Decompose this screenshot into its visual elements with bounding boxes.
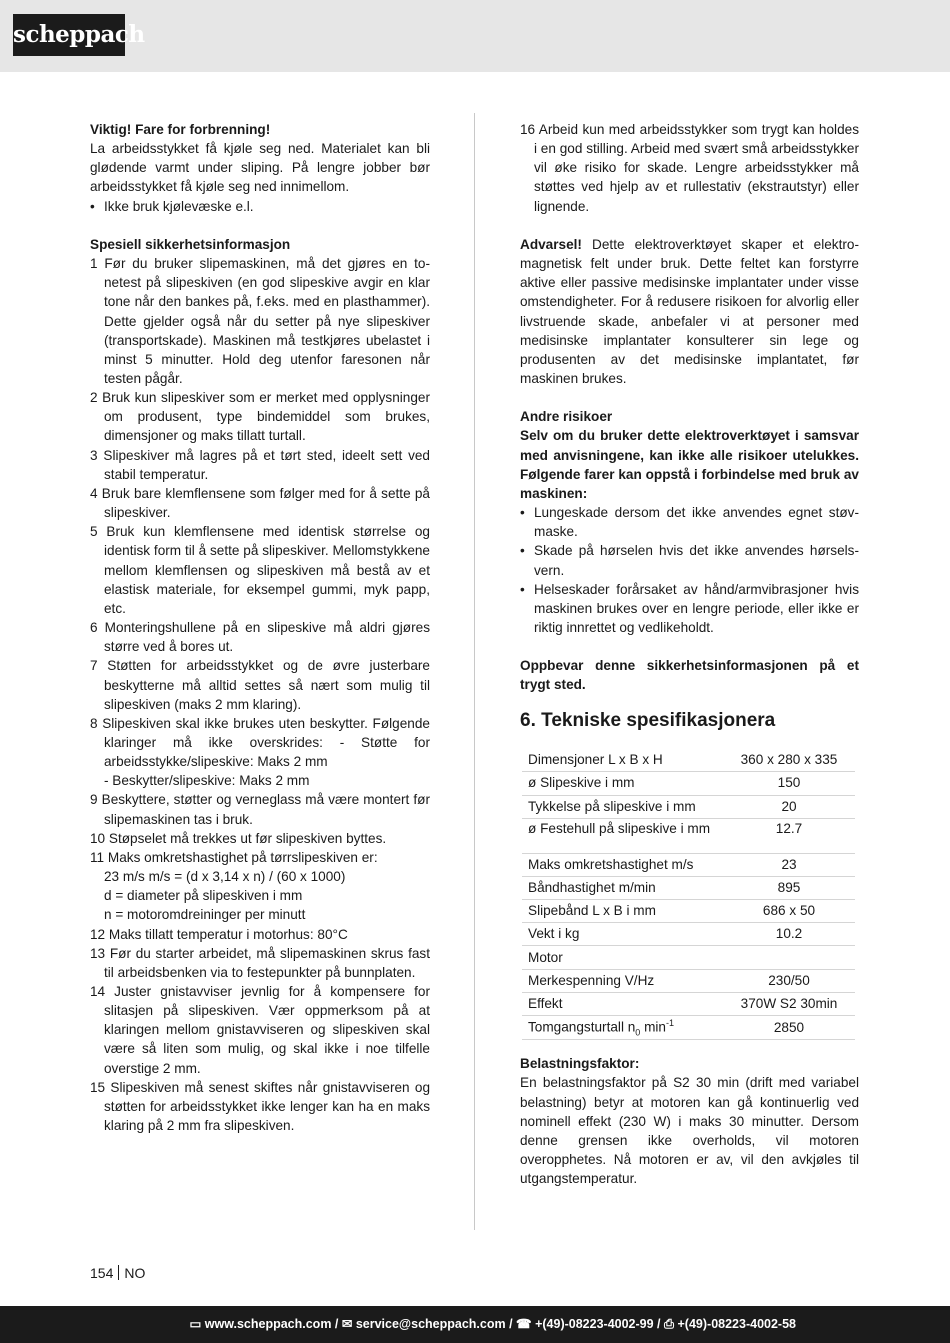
list-item: 7 Støtten for arbeidsstykket og de øvre justerbare beskytterne må alltid settes så nært som mulig til slipeskiven (maks 2 mm klaring).	[90, 658, 430, 712]
table-row: ø Festehull på slipeskive i mm 12.7	[522, 818, 855, 853]
fax-number: +(49)-08223-4002-58	[677, 1317, 796, 1331]
bullet-icon: •	[520, 505, 525, 521]
footer-bar: ▭ www.scheppach.com / ✉ service@scheppach.com / ☎ +(49)-08223-4002-99 / ⎙ +(49)-08223-4002-58	[0, 1306, 950, 1343]
list-item: 14 Juster gnistavviser jevnlig for å kompensere for slitasjen på slipeskiven. Vær oppmerksom på at klaringen mellom gnistavviseren og slipeskiven skal være så liten som mulig, og skal ikke i noe tilfelle overstige 2 mm.	[90, 984, 430, 1076]
mail-icon: ✉	[341, 1317, 353, 1331]
risk-item: • Skade på hørselen hvis det ikke anvendes hørselsvern.	[520, 541, 859, 579]
burn-bullet: • Ikke bruk kjølevæske e.l.	[90, 197, 430, 216]
list-item: 9 Beskyttere, støtter og verneglass må være montert før slipemaskinen tas i bruk.	[90, 792, 430, 827]
table-row: Tomgangsturtall $n_0$ $\min^{-1}$ 2850	[522, 1016, 855, 1040]
list-item: 3 Slipeskiver må lagres på et tørt sted, ideelt sett ved stabil temperatur.	[90, 447, 430, 482]
table-row: Dimensjoner L x B x H 360 x 280 x 335	[522, 749, 855, 772]
burn-text: La arbeidsstykket få kjøle seg ned. Materialet kan bli glødende varmt under sliping. På lengre jobber bør arbeidsstykket få kjøle seg ned innimellom.	[90, 141, 430, 195]
special-heading: Spesiell sikkerhetsinformasjon	[90, 236, 291, 252]
list-item: 15 Slipeskiven må senest skiftes når gnistavviseren og støtten for arbeidsstykket ikke lenger kan ha en maks klaring på 2 mm fra slipeskiven.	[90, 1079, 430, 1134]
bullet-icon: •	[520, 543, 525, 559]
top-bar	[0, 0, 950, 72]
load-text: En belastningsfaktor på S2 30 min (drift med variabel belastning) betyr at motoren kan gå kontinuerlig ved nominell effekt (230 W) i maks 30 minutter. Dersom denne grensen ikke overholds, vil motoren overopphetes. Nå motoren er av, vil den avkjøles til utgangstemperatur.	[520, 1075, 859, 1187]
table-row: Merkespenning V/Hz 230/50	[522, 969, 855, 992]
web-link[interactable]: www.scheppach.com	[204, 1317, 332, 1331]
table-row: ø Slipeskive i mm 150	[522, 772, 855, 795]
mail-link[interactable]: service@scheppach.com	[355, 1317, 506, 1331]
warning-paragraph: Advarsel! Dette elektroverktøyet skaper et elektromagnetisk felt under bruk. Dette feltet kan forstyrre aktive eller passive medisinske implantater under visse omstendigheter. For å redusere risikoen for alvorlig eller livstruende skade, anbefaler vi at personer med medisinske implantater konsulterer sin lege og produsenten av det medisinske implantatet, før maskinen brukes.	[520, 236, 859, 387]
formula-line: d = diameter på slipeskiven i mm	[104, 888, 303, 904]
table-row: Maks omkretshastighet m/s 23	[522, 853, 855, 876]
table-row: Slipebånd L x B i mm 686 x 50	[522, 900, 855, 923]
risks-heading: Andre risikoer	[520, 409, 613, 425]
table-row: Motor	[522, 946, 855, 969]
phone-number: +(49)-08223-4002-99	[535, 1317, 654, 1331]
load-heading: Belastningsfaktor:	[520, 1056, 640, 1072]
risk-item: • Lungeskade dersom det ikke anvendes egnet støvmaske.	[520, 503, 859, 541]
list-item: 4 Bruk bare klemflensene som følger med for å sette på slipeskiver.	[90, 485, 430, 521]
table-row: Tykkelse på slipeskive i mm 20	[522, 795, 855, 818]
list-item: 8 Slipeskiven skal ikke brukes uten beskytter. Følgende klaringer må ikke overskrides: - Støtte for arbeidsstykke/slipeskive: Maks 2 mm	[90, 715, 430, 770]
list-item: 1 Før du bruker slipemaskinen, må det gjøres en tonetest på slipeskiven (en god slipeskive avgir en klar tone når den bankes på, f.eks. med en plasthammer). Dette gjelder også når du setter på nye slipeskiver (transportskade). Maskinen må testkjøres ubelastet i minst 5 minutter. Hold deg utenfor faresonen når testen pågår.	[90, 256, 430, 387]
fax-icon: ⎙	[664, 1317, 675, 1331]
risk-item: • Helseskader forårsaket av hånd/armvibrasjoner hvis maskinen brukes over en lengre periode, eller ikke er riktig innrettet og vedlikeholdt.	[520, 580, 859, 637]
monitor-icon: ▭	[189, 1317, 202, 1331]
table-row: Effekt 370W S2 30min	[522, 992, 855, 1015]
keep-note: Oppbevar denne sikkerhetsinformasjonen på et trygt sted.	[520, 658, 859, 693]
list-item: 12 Maks tillatt temperatur i motorhus: 80°C	[90, 926, 348, 942]
section-title: 6. Tekniske spesifikasjonera	[520, 709, 776, 731]
burn-heading: Viktig! Fare for forbrenning!	[90, 122, 271, 137]
phone-icon: ☎	[516, 1317, 532, 1331]
list-item-sub: - Beskytter/slipeskive: Maks 2 mm	[104, 773, 310, 789]
left-column	[90, 120, 430, 1135]
list-item: 10 Støpselet må trekkes ut før slipeskiven byttes.	[90, 830, 387, 846]
list-item: 11 Maks omkretshastighet på tørrslipeskiven er:	[90, 849, 378, 865]
table-row: Båndhastighet m/min 895	[522, 876, 855, 899]
column-divider	[474, 113, 475, 1230]
page-number: 154 NO	[90, 1265, 146, 1281]
risks-intro: Selv om du bruker dette elektroverktøyet i samsvar med anvisningene, kan ikke alle risikoer utelukkes. Følgende farer kan oppstå i forbindelse med bruk av maskinen:	[520, 428, 859, 501]
formula-line: n = motoromdreininger per minutt	[104, 907, 306, 923]
right-column	[520, 120, 859, 1188]
list-item: 2 Bruk kun slipeskiver som er merket med opplysninger om produsent, type bindemiddel som brukes, dimensjoner og maks tillatt turtall.	[90, 390, 430, 444]
formula-line: 23 m/s m/s = (d x 3,14 x n) / (60 x 1000)	[104, 869, 346, 885]
bullet-icon: •	[90, 198, 95, 214]
scheppach-logo: scheppach	[13, 14, 125, 56]
bullet-icon: •	[520, 581, 525, 597]
list-item: 13 Før du starter arbeidet, må slipemaskinen skrus fast til arbeidsbenken via to festepunkter på bunnplaten.	[90, 945, 430, 980]
list-item: 16 Arbeid kun med arbeidsstykker som trygt kan holdes i en god stilling. Arbeid med svært små arbeidsstykker vil øke risiko for skade. Lengre arbeidsstykker må støttes ved hjelp av et rullestativ (ekstrautstyr) eller lignende.	[520, 122, 859, 214]
list-item: 6 Monteringshullene på en slipeskive må aldri gjøres større ved å bores ut.	[90, 620, 430, 655]
spec-table	[522, 749, 855, 1041]
list-item: 5 Bruk kun klemflensene med identisk størrelse og identisk form til å sette på slipeskiver. Mellomstykkene mellom klemflensen og slipeskiven må bestå av et elastisk materiale, for eksempel gummi, myk papp, etc.	[90, 524, 430, 616]
table-row: Vekt i kg 10.2	[522, 923, 855, 946]
warning-label: Advarsel!	[520, 236, 582, 252]
